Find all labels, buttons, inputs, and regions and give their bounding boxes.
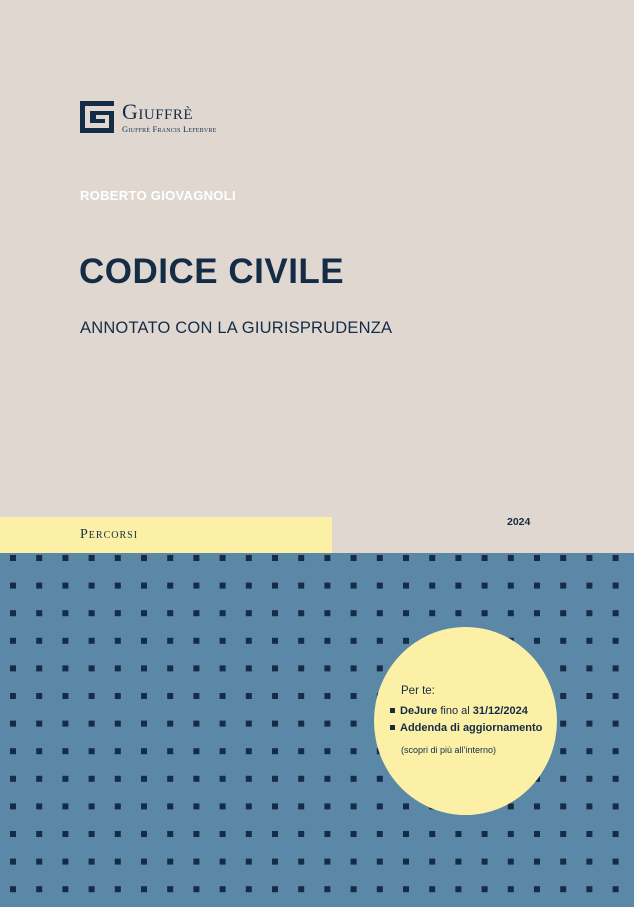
promo-item-dejure (390, 705, 528, 717)
promo-intro: Per te: (401, 685, 435, 697)
author-name: ROBERTO GIOVAGNOLI (80, 188, 236, 203)
promo-item-date: 31/12/2024 (472, 705, 528, 717)
edition-year: 2024 (507, 516, 531, 528)
giuffre-logo-icon (80, 101, 114, 133)
book-subtitle: ANNOTATO CON LA GIURISPRUDENZA (80, 319, 393, 337)
promo-item-strong: Addenda di aggiornamento (400, 722, 543, 734)
publisher-name: Giuffrè (122, 98, 194, 124)
book-title: CODICE CIVILE (79, 252, 345, 291)
series-label: Percorsi (80, 527, 139, 542)
series-band (0, 517, 332, 553)
promo-badge (374, 627, 557, 815)
promo-note: (scopri di più all’interno) (401, 745, 497, 755)
promo-item-strong: DeJure (400, 705, 438, 717)
publisher-logo (80, 100, 216, 134)
promo-item-addenda (390, 722, 542, 734)
publisher-subname: Giuffrè Francis Lefebvre (122, 123, 217, 134)
bullet-icon (390, 725, 395, 730)
bullet-icon (390, 708, 395, 713)
promo-item-middle: fino al (437, 705, 473, 717)
